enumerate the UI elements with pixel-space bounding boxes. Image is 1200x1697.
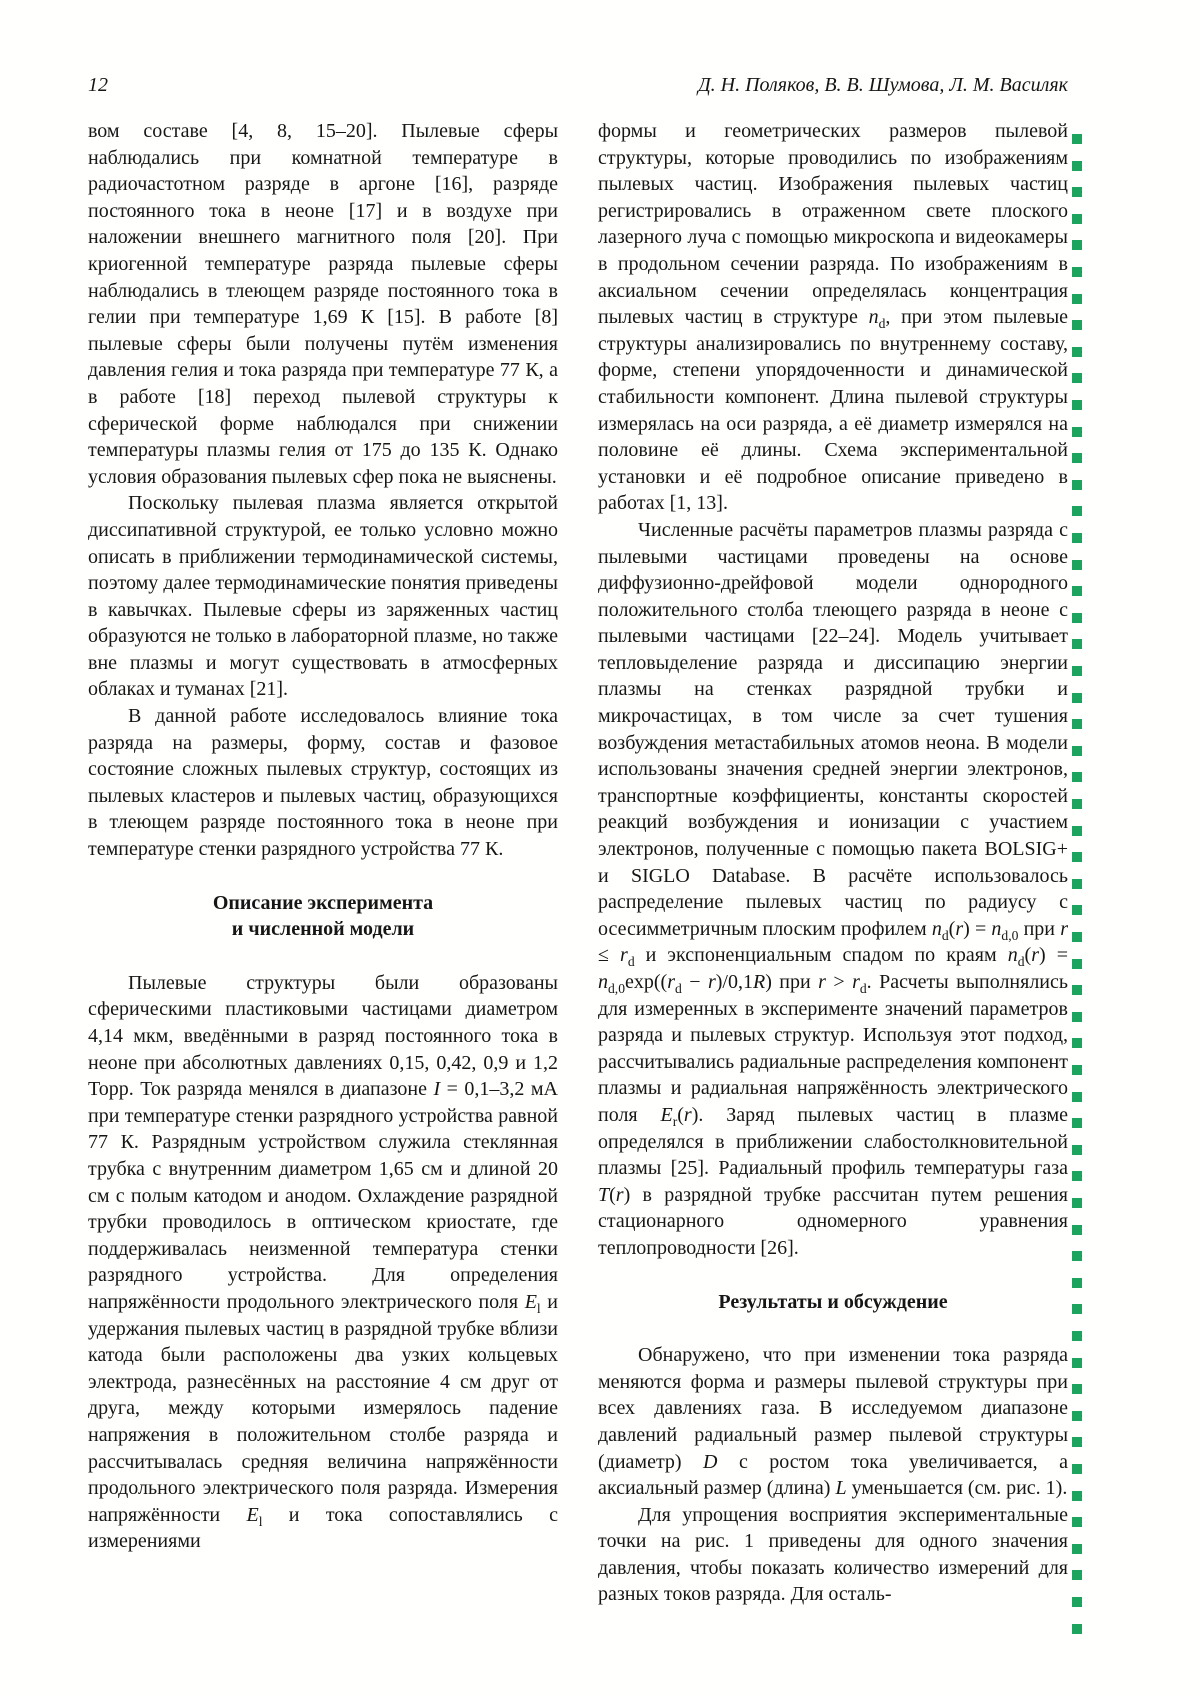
line-marker (1072, 693, 1082, 703)
line-marker (1072, 427, 1082, 437)
line-marker (1072, 1624, 1082, 1634)
line-marker (1072, 506, 1082, 516)
line-marker (1072, 320, 1082, 330)
paragraph: Численные расчёты параметров плазмы разряда с пылевыми частицами проведены на основе диффузионно-дрейфовой модели однородного положительного столба тлеющего разряда в неоне с пылевыми частицами [22–24]. Модель учитывает тепловыделение разряда и диссипацию энергии плазмы на стенках разрядной трубки и микрочастицах, в том числе за счет тушения возбуждения метастабильных атомов неона. В модели использованы значения средней энергии электронов, транспортные коэффициенты, константы скоростей реакций возбуждения и ионизации с участием электронов, полученные с помощью пакета BOLSIG+ и SIGLO Database. В расчёте использовалось распределение пылевых частиц по радиусу с осесимметричным плоским профилем $n_d(r) = n_{d,0}$ при $r \le r_d$ и экспоненциальным спадом по краям $n_d(r) = n_{d,0}\exp((r_d - r)/0,1R)$ при $r > r_d$. Расчеты выполнялись для измеренных в эксперименте значений параметров разряда и пылевых структур. Используя этот подход, рассчитывались радиальные распределения компонент плазмы и радиальная напряжённость электрического поля $E_r(r)$. Заряд пылевых частиц в плазме определялся в приближении слабостолкновительной плазмы [25]. Радиальный профиль температуры газа T(r) в разрядной трубке рассчитан путем решения стационарного одномерного уравнения теплопроводности [26]. (598, 518, 1069, 1259)
line-marker (1072, 161, 1082, 171)
line-marker (1072, 1118, 1082, 1128)
line-marker (1072, 905, 1082, 915)
line-marker (1072, 187, 1082, 197)
line-marker (1072, 533, 1082, 543)
right-column (598, 118, 1068, 1608)
paragraph: формы и геометрических размеров пылевой структуры, которые проводились по изображениям пылевых частиц. Изображения пылевых частиц регистрировались в отраженном свете плоского лазерного луча с помощью микроскопа и видеокамеры в продольном сечении разряда. По изображениям в аксиальном сечении определялась концентрация пылевых частиц в структуре $n_d$, при этом пылевые структуры анализировались по внутреннему составу, форме, степени упорядоченности и динамической стабильности компонент. Длина пылевой структуры измерялась на оси разряда, а её диаметр измерялся на половине её длины. Схема экспериментальной установки и её подробное описание приведено в работах [1, 13]. (598, 120, 1069, 515)
line-marker (1072, 1278, 1082, 1288)
line-marker (1072, 1171, 1082, 1181)
line-marker (1072, 959, 1082, 969)
line-marker (1072, 799, 1082, 809)
line-marker (1072, 1597, 1082, 1607)
line-marker (1072, 639, 1082, 649)
paragraph: В данной работе исследовалось влияние тока разряда на размеры, форму, состав и фазовое состояние сложных пылевых структур, состоящих из пылевых кластеров и пылевых частиц, образующихся в тлеющем разряде постоянного тока в неоне при температуре стенки разрядного устройства 77 К. (88, 705, 558, 861)
line-marker (1072, 613, 1082, 623)
paragraph: Для упрощения восприятия экспериментальные точки на рис. 1 приведены для одного значения давления, чтобы показать количество измерений для разных токов разряда. Для осталь- (598, 1503, 1068, 1606)
line-marker (1072, 1092, 1082, 1102)
line-marker (1072, 480, 1082, 490)
running-head (88, 74, 1068, 97)
line-marker (1072, 453, 1082, 463)
line-marker (1072, 1570, 1082, 1580)
line-marker (1072, 1384, 1082, 1394)
section-heading-experiment (88, 890, 558, 943)
line-marker (1072, 400, 1082, 410)
page-number: 12 (88, 74, 108, 96)
line-marker (1072, 1198, 1082, 1208)
line-marker (1072, 1437, 1082, 1447)
line-marker (1072, 560, 1082, 570)
line-marker (1072, 1145, 1082, 1155)
line-marker (1072, 1012, 1082, 1022)
line-marker (1072, 1491, 1082, 1501)
line-marker (1072, 294, 1082, 304)
line-marker (1072, 1065, 1082, 1075)
section-heading-results (598, 1289, 1068, 1316)
line-marker (1072, 666, 1082, 676)
running-title: Д. Н. Поляков, В. В. Шумова, Л. М. Василяк (697, 74, 1068, 96)
line-marker (1072, 586, 1082, 596)
section-heading-line: Результаты и обсуждение (718, 1290, 948, 1313)
line-marker (1072, 1225, 1082, 1235)
two-column-body (88, 118, 1068, 1608)
line-marker (1072, 267, 1082, 277)
line-marker (1072, 746, 1082, 756)
line-markers (1072, 0, 1084, 1697)
paragraph: вом составе [4, 8, 15–20]. Пылевые сферы наблюдались при комнатной температуре в радиочастотном разряде в аргоне [16], разряде постоянного тока в неоне [17] и в воздухе при наложении внешнего магнитного поля [20]. При криогенной температуре разряда пылевые сферы наблюдались в тлеющем разряде постоянного тока в гелии при температуре 1,69 К [15]. В работе [8] пылевые сферы были получены путём изменения давления гелия и тока разряда при температуре 77 К, а в работе [18] переход пылевой структуры к сферической форме наблюдался при снижении температуры плазмы гелия от 175 до 135 К. Однако условия образования пылевых сфер пока не выяснены. (88, 120, 558, 488)
line-marker (1072, 879, 1082, 889)
line-marker (1072, 719, 1082, 729)
line-marker (1072, 1038, 1082, 1048)
line-marker (1072, 852, 1082, 862)
section-heading-line: и численной модели (231, 918, 415, 941)
line-marker (1072, 347, 1082, 357)
line-marker (1072, 932, 1082, 942)
line-marker (1072, 1517, 1082, 1527)
line-marker (1072, 1251, 1082, 1261)
line-marker (1072, 1411, 1082, 1421)
left-column (88, 118, 558, 1608)
line-marker (1072, 1464, 1082, 1474)
line-marker (1072, 214, 1082, 224)
line-marker (1072, 772, 1082, 782)
paragraph: Поскольку пылевая плазма является открытой диссипативной структурой, ее только условно можно описать в приближении термодинамической системы, поэтому далее термодинамические понятия приведены в кавычках. Пылевые сферы из заряженных частиц образуются не только в лабораторной плазме, но также вне плазмы и могут существовать в атмосферных облаках и туманах [21]. (88, 492, 559, 701)
line-marker (1072, 1304, 1082, 1314)
line-marker (1072, 985, 1082, 995)
line-marker (1072, 1358, 1082, 1368)
line-marker (1072, 134, 1082, 144)
line-marker (1072, 240, 1082, 250)
line-marker (1072, 1331, 1082, 1341)
paragraph: Обнаружено, что при изменении тока разряда меняются форма и размеры пылевой структуры при всех давлениях газа. В исследуемом диапазоне давлений радиальный размер пылевой структуры (диаметр) D с ростом тока увеличивается, а аксиальный размер (длина) L уменьшается (см. рис. 1). (598, 1344, 1069, 1500)
line-marker (1072, 373, 1082, 383)
paragraph: Пылевые структуры были образованы сферическими пластиковыми частицами диаметром 4,14 мкм, введёнными в разряд постоянного тока в неоне при абсолютных давлениях 0,15, 0,42, 0,9 и 1,2 Торр. Ток разряда менялся в диапазоне I = 0,1–3,2 мА при температуре стенки разрядного устройства равной 77 К. Разрядным устройством служила стеклянная трубка с внутренним диаметром 1,65 см и длиной 20 см с полым катодом и анодом. Охлаждение разрядной трубки проводилось в оптическом криостате, где поддерживалась неизменной температура стенки разрядного устройства. Для определения напряжённости продольного электрического поля $E_l$ и удержания пылевых частиц в разрядной трубке вблизи катода были расположены два узких кольцевых электрода, разнесённых на расстояние 4 см друг от друга, между которыми измерялось падение напряжения в положительном столбе разряда и рассчитывалась средняя величина напряжённости продольного электрического поля разряда. Измерения напряжённости $E_l$ и тока сопоставлялись с измерениями (88, 971, 558, 1553)
line-marker (1072, 1544, 1082, 1554)
line-marker (1072, 826, 1082, 836)
section-heading-line: Описание эксперимента (212, 891, 434, 914)
